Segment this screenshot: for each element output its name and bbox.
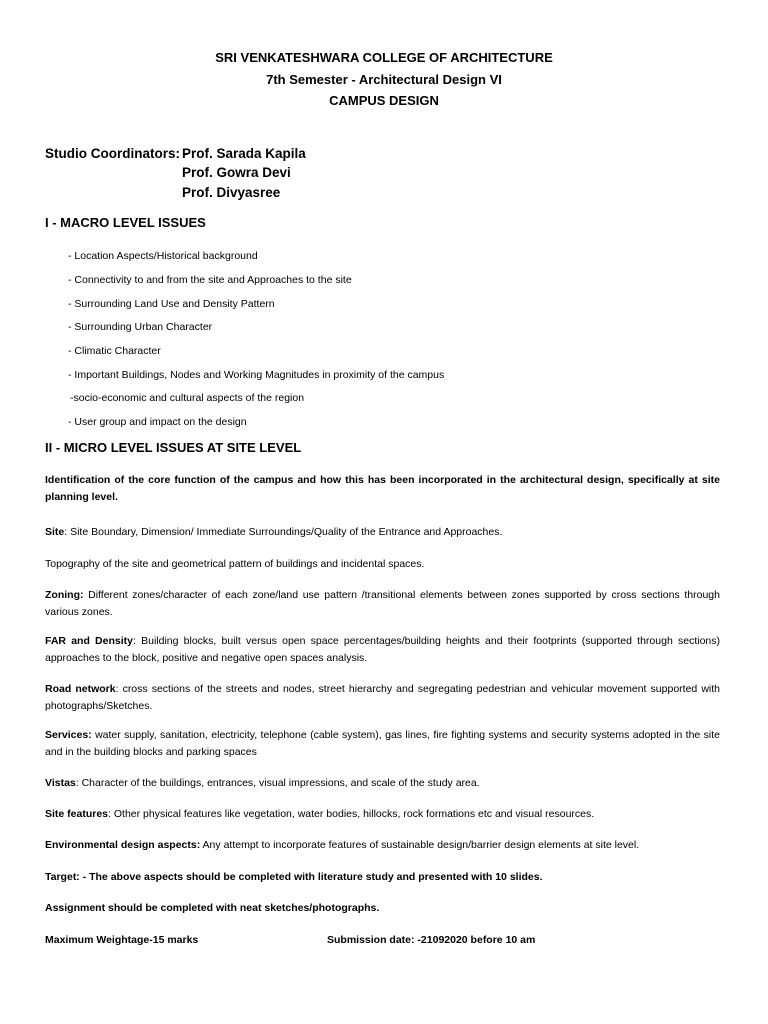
far-text: : Building blocks, built versus open space percentages/building heights and their footprints (supported through sections) approaches to the block, positive and negative open spaces analysis. <box>45 635 720 664</box>
services-label: Services: <box>45 729 92 741</box>
micro-heading: II - MICRO LEVEL ISSUES AT SITE LEVEL <box>45 440 302 455</box>
site-features-text: : Other physical features like vegetation, water bodies, hillocks, rock formations etc and visual resources. <box>108 808 595 820</box>
coordinator-name: Prof. Divyasree <box>182 185 281 200</box>
semester-title: 7th Semester - Architectural Design VI <box>266 72 502 87</box>
assignment-paragraph: Assignment should be completed with neat sketches/photographs. <box>45 902 380 914</box>
coordinator-name: Prof. Sarada Kapila <box>182 146 306 161</box>
zoning-text: Different zones/character of each zone/land use pattern /transitional elements between zones supported by cross sections through various zones. <box>45 589 720 618</box>
environmental-paragraph <box>45 837 720 854</box>
far-paragraph <box>45 633 720 666</box>
environmental-label: Environmental design aspects: <box>45 839 201 851</box>
coordinators-label: Studio Coordinators: - <box>45 146 189 161</box>
road-label: Road network <box>45 683 116 695</box>
course-title: CAMPUS DESIGN <box>329 93 439 108</box>
list-item: - Surrounding Land Use and Density Pattern <box>68 298 275 310</box>
road-paragraph <box>45 681 720 714</box>
vistas-text: : Character of the buildings, entrances, visual impressions, and scale of the study area. <box>75 777 480 789</box>
site-label: Site <box>45 526 65 538</box>
micro-intro: Identification of the core function of the campus and how this has been incorporated in the architectural design, specifically at site planning level. <box>45 474 720 503</box>
coordinator-name: Prof. Gowra Devi <box>182 165 291 180</box>
college-title: SRI VENKATESHWARA COLLEGE OF ARCHITECTURE <box>215 50 553 65</box>
weightage-text: Maximum Weightage-15 marks <box>45 934 199 946</box>
topography-paragraph: Topography of the site and geometrical pattern of buildings and incidental spaces. <box>45 558 425 570</box>
zoning-paragraph <box>45 587 720 620</box>
list-item: - Important Buildings, Nodes and Working Magnitudes in proximity of the campus <box>68 369 445 381</box>
services-paragraph <box>45 727 720 760</box>
environmental-text: Any attempt to incorporate features of sustainable design/barrier design elements at site level. <box>200 839 640 851</box>
site-text: : Site Boundary, Dimension/ Immediate Surroundings/Quality of the Entrance and Approaches. <box>64 526 503 538</box>
road-text: : cross sections of the streets and nodes, street hierarchy and segregating pedestrian and vehicular movement supported with photographs/Sketches. <box>45 683 720 712</box>
site-features-paragraph <box>45 806 720 823</box>
submission-date: Submission date: -21092020 before 10 am <box>327 934 536 946</box>
list-item: - User group and impact on the design <box>68 416 247 428</box>
list-item: - Climatic Character <box>68 345 161 357</box>
list-item: - Location Aspects/Historical background <box>68 250 258 262</box>
zoning-label: Zoning: <box>45 589 84 601</box>
vistas-paragraph <box>45 775 720 792</box>
far-label: FAR and Density <box>45 635 133 647</box>
macro-heading: I - MACRO LEVEL ISSUES <box>45 215 206 230</box>
site-paragraph <box>45 524 720 541</box>
list-item: - Surrounding Urban Character <box>68 321 213 333</box>
vistas-label: Vistas <box>45 777 76 789</box>
site-features-label: Site features <box>45 808 109 820</box>
list-item: - Connectivity to and from the site and Approaches to the site <box>68 274 352 286</box>
target-paragraph: Target: - The above aspects should be completed with literature study and presented with 10 slides. <box>45 871 543 883</box>
services-text: water supply, sanitation, electricity, telephone (cable system), gas lines, fire fighting systems and security systems adopted in the site and in the building blocks and parking spaces <box>45 729 720 758</box>
list-item: -socio-economic and cultural aspects of the region <box>70 392 305 404</box>
